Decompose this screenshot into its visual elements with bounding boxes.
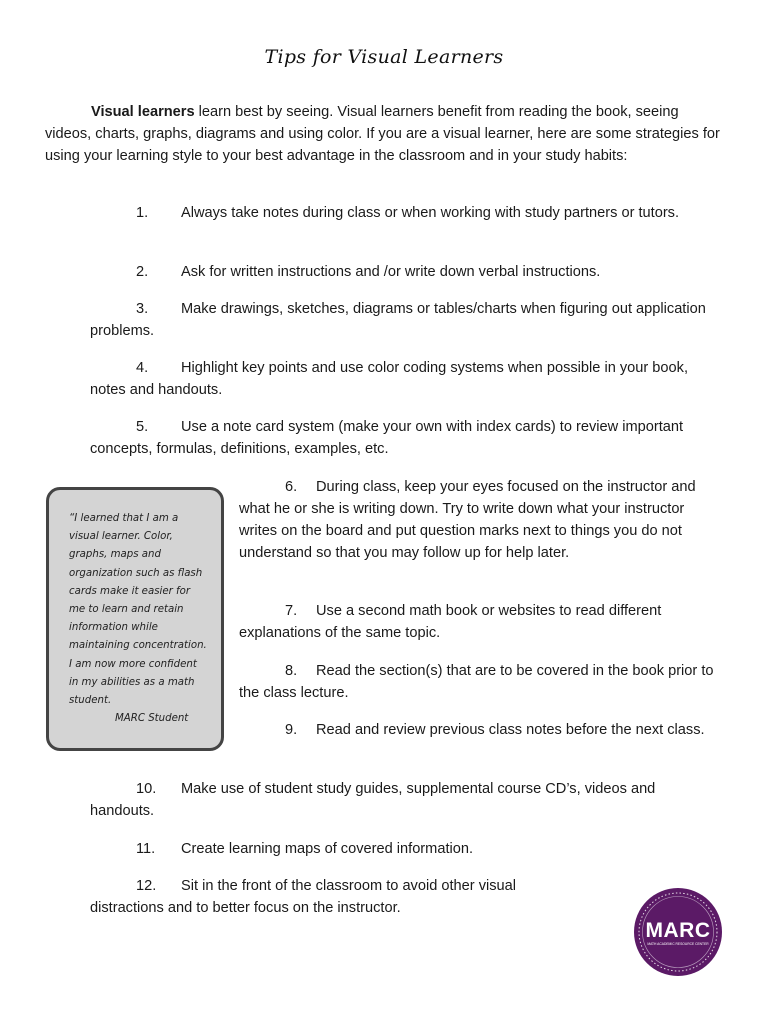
tip-number: 3. [136,301,149,317]
tip-text: Use a second math book or websites to read different explanations of the same topic. [239,603,662,641]
tip-item-11 [90,838,715,860]
student-quote-box [46,487,224,751]
tip-number: 2. [136,264,149,280]
intro-text: learn best by seeing. Visual learners benefit from reading the book, seeing videos, charts, graphs, diagrams and using color. If you are a visual learner, here are some strategies for using your learning style to your best advantage in the classroom and in your study habits: [45,104,720,164]
tip-item-6 [239,476,719,564]
tip-number: 7. [285,603,298,619]
tip-item-1 [90,202,715,224]
tip-item-4 [90,357,715,401]
tip-text: Always take notes during class or when working with study partners or tutors. [181,205,680,221]
tip-text: Make use of student study guides, supplemental course CD’s, videos and handouts. [90,781,656,819]
tip-item-2 [90,261,715,283]
student-quote-attribution: MARC Student [115,713,189,725]
tip-item-5 [90,416,715,460]
tip-item-12 [90,875,560,919]
tip-item-3 [90,298,715,342]
tip-number: 6. [285,479,298,495]
tip-text: Use a note card system (make your own with index cards) to review important concepts, formulas, definitions, examples, etc. [90,419,684,457]
logo-subtext: MATH ACADEMIC RESOURCE CENTER [647,942,709,946]
student-quote-text: “I learned that I am a visual learner. Color, graphs, maps and organization such as flash cards make it easier for me to learn and retain information while maintaining concentration. I am now more confident in my abilities as a math student. [69,513,207,707]
tip-text: Create learning maps of covered information. [181,841,474,857]
tip-item-9 [239,719,719,741]
tip-item-8 [239,660,719,704]
tip-item-7 [239,600,719,644]
tip-text: Read and review previous class notes before the next class. [316,722,705,738]
tip-text: Ask for written instructions and /or write down verbal instructions. [181,264,601,280]
tip-number: 1. [136,205,149,221]
tip-number: 12. [136,878,157,894]
tip-text: Highlight key points and use color coding systems when possible in your book, notes and handouts. [90,360,689,398]
page-title: Tips for Visual Learners [264,46,504,68]
intro-bold-lead: Visual learners [91,104,195,120]
tip-number: 11. [136,841,156,857]
tip-item-10 [90,778,715,822]
tip-text: During class, keep your eyes focused on the instructor and what he or she is writing down. Try to write down what your instructor writes on the board and put question marks next to things you do not understand so that you may follow up for help later. [239,479,696,561]
logo-text: MARC [645,919,711,942]
tip-text: Make drawings, sketches, diagrams or tables/charts when figuring out application problems. [90,301,706,339]
tip-number: 4. [136,360,149,376]
tip-number: 10. [136,781,157,797]
tip-number: 8. [285,663,298,679]
tip-number: 5. [136,419,149,435]
tip-text: Sit in the front of the classroom to avoid other visual distractions and to better focus on the instructor. [90,878,517,916]
intro-paragraph [45,101,725,167]
tip-text: Read the section(s) that are to be covered in the book prior to the class lecture. [239,663,714,701]
tip-number: 9. [285,722,298,738]
marc-logo [633,887,723,977]
